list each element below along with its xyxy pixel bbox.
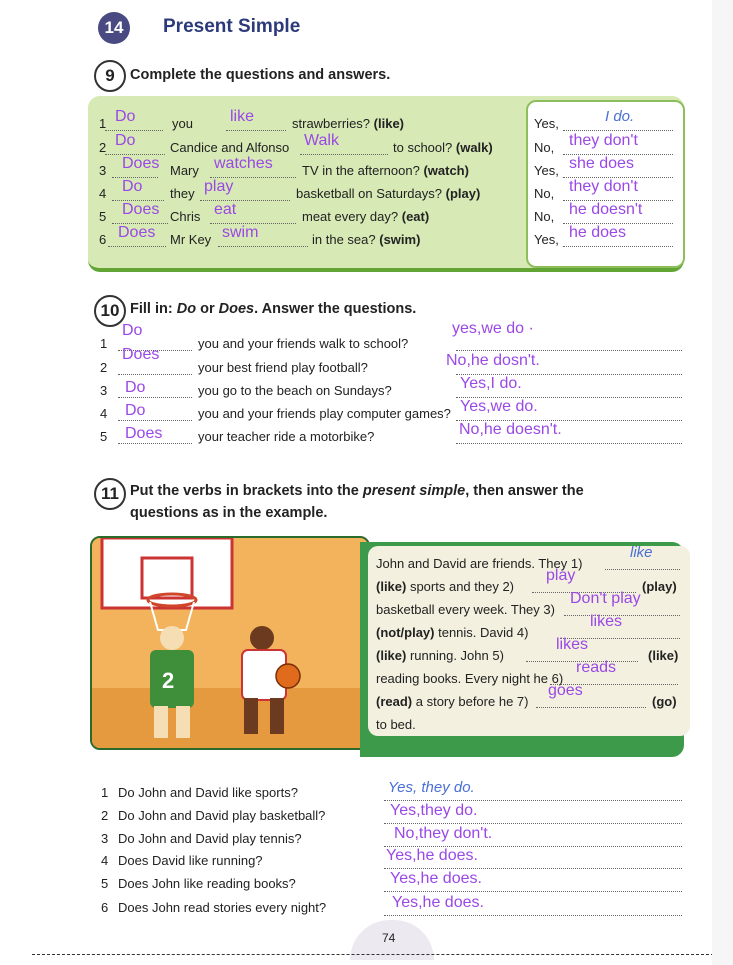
story-text-segment: a story before he 7) [412,694,529,709]
verb-hint: (walk) [455,140,493,155]
answer-line [384,915,682,916]
page-edge [712,0,733,965]
answer-line [105,130,163,131]
verb-hint: (like) [376,648,407,663]
exercise-9-answer-verb: watches [214,155,273,172]
exercise-9-item-number: 5 [99,209,107,224]
exercise-9-answer-verb: play [204,178,234,195]
exercise-9-short-answer: he doesn't [569,201,643,218]
answer-line [118,420,192,421]
exercise-9-subject: Mr Key [170,232,212,247]
exercise-11-item-number: 5 [101,876,109,891]
exercise-9-subject: Mary [170,163,199,178]
verb-hint: (swim) [379,232,421,247]
exercise-10-instruction: Fill in: Do or Does. Answer the questions. [130,301,417,317]
exercise-9-answer-verb: eat [214,201,237,218]
story-line [376,598,555,621]
exercise-9-answer-verb: swim [222,224,259,241]
exercise-9-subject: they [170,186,195,201]
exercise-9-answer-aux: Does [118,224,156,241]
exercise-11-instruction-2: questions as in the example. [130,505,328,521]
answer-line [226,130,286,131]
exercise-9-answer-verb: like [230,108,255,125]
answer-line [384,800,682,801]
exercise-9-badge: 9 [94,60,126,92]
exercise-11-answer: Yes,he does. [386,847,478,864]
answer-line [218,246,308,247]
question-text: strawberries? [292,116,371,131]
story-answer: likes [556,636,589,653]
story-text-segment: John and David are friends. They 1) [376,556,583,571]
exercise-10-fill: Does [122,346,160,363]
question-text: to school? [393,140,453,155]
story-text-segment: running. John 5) [406,648,504,663]
story-line [376,575,514,598]
exercise-9-short-answer: they don't [569,132,638,149]
exercise-11-answer: Yes,he does. [392,894,484,911]
answer-line [605,569,680,570]
exercise-11-item-number: 1 [101,785,109,800]
exercise-11-question: Does John like reading books? [118,876,296,891]
exercise-10-question: you and your friends walk to school? [198,336,409,351]
exercise-10-badge: 10 [94,295,126,327]
exercise-9-answer-aux: Does [122,155,160,172]
exercise-11-item-number: 6 [101,900,109,915]
exercise-9-question-rest [312,232,420,247]
basketball-illustration [90,536,370,750]
story-answer: like [630,544,653,561]
exercise-10-question: you go to the beach on Sundays? [198,383,392,398]
exercise-11-item-number: 3 [101,831,109,846]
exercise-9-answer-aux: Do [115,108,136,125]
story-text-segment: basketball every week. They 3) [376,602,555,617]
exercise-11-badge: 11 [94,478,126,510]
exercise-9-answer-prefix: Yes, [534,232,559,247]
exercise-9-instruction: Complete the questions and answers. [130,67,391,83]
exercise-10-question: you and your friends play computer games? [198,406,451,421]
question-text: meat every day? [302,209,399,224]
answer-line [384,868,682,869]
exercise-9-item-number: 6 [99,232,107,247]
exercise-9-subject: Chris [170,209,201,224]
story-line [376,621,528,644]
exercise-10-fill: Do [122,322,143,339]
question-text: in the sea? [312,232,376,247]
question-text: basketball on Saturdays? [296,186,442,201]
exercise-9-question-rest [296,186,480,201]
story-answer: likes [590,613,623,630]
answer-line [118,397,192,398]
exercise-11-answer: Yes,he does. [390,870,482,887]
exercise-10-fill: Do [125,402,146,419]
answer-line [118,443,192,444]
exercise-10-item-number: 2 [100,360,108,375]
answer-line [563,246,673,247]
exercise-9-item-number: 4 [99,186,107,201]
exercise-11-item-number: 2 [101,808,109,823]
exercise-10-answer: Yes,we do. [460,398,538,415]
exercise-10-answer: yes,we do · [452,320,534,337]
exercise-11-question: Do John and David play tennis? [118,831,302,846]
exercise-11-question: Does John read stories every night? [118,900,327,915]
verb-hint: (play) [642,579,677,594]
answer-line [563,130,673,131]
exercise-9-question-rest [292,116,404,131]
exercise-9-short-answer: she does [569,155,634,172]
exercise-9-answer-aux: Do [115,132,136,149]
unit-badge: 14 [98,12,130,44]
answer-line [384,891,682,892]
verb-hint: (go) [652,694,677,709]
unit-title: Present Simple [163,16,301,37]
answer-line [456,350,682,351]
answer-line [536,707,646,708]
story-answer: play [546,567,576,584]
story-text-segment: tennis. David 4) [434,625,529,640]
answer-line [108,246,166,247]
answer-line [300,154,388,155]
story-answer: Don't play [570,590,641,607]
story-line [376,644,504,667]
story-answer: reads [576,659,617,676]
story-text-segment: reading books. Every night he 6) [376,671,564,686]
exercise-11-instruction: Put the verbs in brackets into the present simple, then answer the [130,483,584,499]
exercise-11-question: Do John and David like sports? [118,785,298,800]
exercise-9-short-answer: he does [569,224,626,241]
exercise-10-question: your best friend play football? [198,360,368,375]
exercise-9-item-number: 1 [99,116,107,131]
exercise-9-answer-prefix: No, [534,140,555,155]
story-line [376,713,416,736]
exercise-9-question-rest [302,209,429,224]
exercise-10-item-number: 5 [100,429,108,444]
story-line [376,690,528,713]
story-answer: goes [548,682,583,699]
exercise-11-question: Do John and David play basketball? [118,808,326,823]
exercise-9-short-answer: I do. [605,108,635,125]
exercise-9-question-rest [393,140,493,155]
verb-hint: (not/play) [376,625,435,640]
exercise-10-item-number: 1 [100,336,108,351]
story-line [376,667,563,690]
exercise-10-answer: No,he doesn't. [459,421,562,438]
exercise-9-answer-aux: Do [122,178,143,195]
exercise-9-answer-prefix: No, [534,209,555,224]
question-text: TV in the afternoon? [302,163,420,178]
page-number: 74 [382,931,396,945]
story-text-segment: sports and they 2) [406,579,515,594]
verb-hint: (play) [445,186,481,201]
exercise-10-fill: Does [125,425,163,442]
exercise-9-answer-prefix: Yes, [534,116,559,131]
verb-hint: (like) [373,116,404,131]
exercise-11-answer: No,they don't. [394,825,493,842]
shirt-number: 2 [162,668,175,693]
verb-hint: (like) [648,648,679,663]
exercise-11-item-number: 4 [101,853,109,868]
verb-hint: (like) [376,579,407,594]
exercise-9-answer-verb: Walk [304,132,339,149]
exercise-9-question-rest [302,163,469,178]
verb-hint: (watch) [423,163,469,178]
story-text-segment: to bed. [376,717,416,732]
exercise-10-answer: Yes,I do. [460,375,522,392]
exercise-11-answer: Yes, they do. [388,779,475,796]
verb-hint: (read) [376,694,413,709]
answer-line [456,443,682,444]
exercise-9-answer-prefix: Yes, [534,163,559,178]
exercise-9-subject: Candice and Alfonso [170,140,290,155]
exercise-10-question: your teacher ride a motorbike? [198,429,375,444]
cut-line [32,954,714,955]
answer-line [384,823,682,824]
exercise-9-subject: you [172,116,193,131]
exercise-9-short-answer: they don't [569,178,638,195]
exercise-10-item-number: 3 [100,383,108,398]
exercise-9-item-number: 2 [99,140,107,155]
answer-line [118,374,192,375]
exercise-10-fill: Do [125,379,146,396]
verb-hint: (eat) [401,209,430,224]
exercise-11-answer: Yes,they do. [390,802,478,819]
exercise-11-question: Does David like running? [118,853,263,868]
exercise-9-item-number: 3 [99,163,107,178]
exercise-10-answer: No,he dosn't. [446,352,540,369]
exercise-9-answer-prefix: No, [534,186,555,201]
exercise-10-item-number: 4 [100,406,108,421]
exercise-9-answer-aux: Does [122,201,160,218]
